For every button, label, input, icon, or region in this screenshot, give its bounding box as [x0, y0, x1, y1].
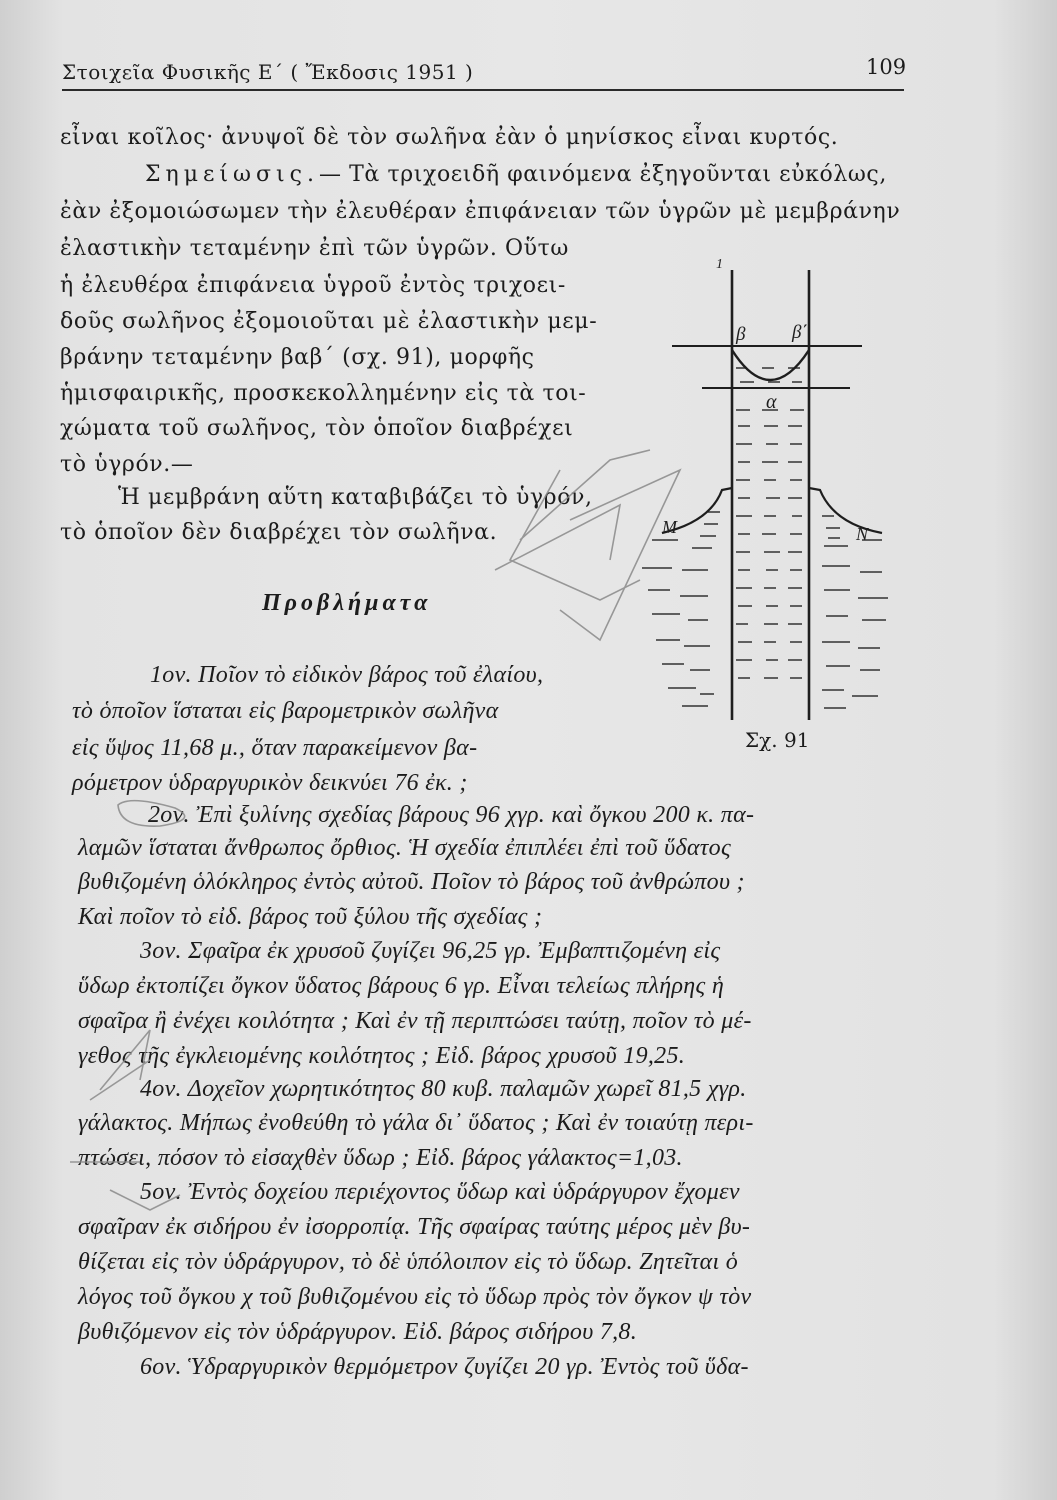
running-header: Στοιχεῖα Φυσικῆς Ε΄ ( Ἔκδοσις 1951 ) [62, 60, 474, 84]
problem-line: θίζεται εἰς τὸν ὑδράργυρον, τὸ δὲ ὑπόλοιπον εἰς τὸ ὕδωρ. Ζητεῖται ὁ [78, 1249, 739, 1275]
capillary-tube-figure [612, 250, 902, 730]
problem-line: γεθος τῆς ἐγκλειομένης κοιλότητος ; Εἰδ. βάρος χρυσοῦ 19,25. [78, 1043, 686, 1069]
body-line: τὸ ὑγρόν.— [60, 452, 194, 477]
figure-label-alpha: α [766, 391, 777, 413]
problem-line: 6ον. Ὑδραργυρικὸν θερμόμετρον ζυγίζει 20 γρ. Ἐντὸς τοῦ ὕδα- [140, 1354, 749, 1380]
problem-line: 3ον. Σφαῖρα ἐκ χρυσοῦ ζυγίζει 96,25 γρ. Ἐμβαπτιζομένη εἰς [140, 938, 721, 964]
note-paragraph [145, 160, 887, 190]
body-line: τὸ ὁποῖον δὲν διαβρέχει τὸν σωλῆνα. [60, 520, 498, 545]
problem-line: βυθιζομένη ὁλόκληρος ἐντὸς αὐτοῦ. Ποῖον τὸ βάρος τοῦ ἀνθρώπου ; [78, 869, 745, 895]
body-line: — Τὰ τριχοειδῆ φαινόμενα ἐξηγοῦνται εὐκόλως, [318, 162, 887, 187]
body-line: ἡμισφαιρικῆς, προσκεκολλημένην εἰς τὰ τοι- [60, 381, 587, 406]
figure-label-m: Μ [662, 517, 677, 537]
figure-label-n: Ν [856, 524, 869, 544]
figure-label-beta-left: β [736, 324, 746, 345]
body-line: χώματα τοῦ σωλῆνος, τὸν ὁποῖον διαβρέχει [60, 416, 574, 441]
problem-line: πτώσει, πόσον τὸ εἰσαχθὲν ὕδωρ ; Εἰδ. βάρος γάλακτος=1,03. [78, 1145, 683, 1171]
problem-line: βυθιζόμενον εἰς τὸν ὑδράργυρον. Εἰδ. βάρος σιδήρου 7,8. [78, 1319, 638, 1345]
body-line: ἐλαστικὴν τεταμένην ἐπὶ τῶν ὑγρῶν. Οὕτω [60, 236, 569, 261]
problem-line: ρόμετρον ὑδραργυρικὸν δεικνύει 76 ἐκ. ; [72, 770, 468, 796]
liquid-hatching [642, 368, 888, 708]
outer-surface [662, 488, 882, 533]
note-word: Σημείωσις. [145, 162, 319, 187]
header-rule [62, 89, 904, 91]
problem-line: Καὶ ποῖον τὸ εἰδ. βάρος τοῦ ξύλου τῆς σχεδίας ; [78, 904, 543, 930]
body-line: εἶναι κοῖλος· ἀνυψοῖ δὲ τὸν σωλῆνα ἐὰν ὁ μηνίσκος εἶναι κυρτός. [60, 125, 839, 150]
body-line: βράνην τεταμένην βαβ΄ (σχ. 91), μορφῆς [60, 345, 535, 370]
figure-label-top: 1 [716, 257, 723, 272]
reference-lines [672, 346, 862, 388]
problem-line: σφαῖρα ἢ ἐνέχει κοιλότητα ; Καὶ ἐν τῇ περιπτώσει ταύτῃ, ποῖον τὸ μέ- [78, 1008, 752, 1034]
body-line: Ἡ μεμβράνη αὕτη καταβιβάζει τὸ ὑγρόν, [118, 485, 593, 510]
problem-line: εἰς ὕψος 11,68 μ., ὅταν παρακείμενον βα- [72, 735, 478, 761]
section-heading: Προβλήματα [262, 590, 432, 616]
problem-line: τὸ ὁποῖον ἵσταται εἰς βαρομετρικὸν σωλῆνα [72, 698, 499, 724]
body-line: δοῦς σωλῆνος ἐξομοιοῦται μὲ ἐλαστικὴν μεμ- [60, 309, 598, 334]
meniscus [732, 350, 809, 380]
page-number: 109 [866, 55, 907, 79]
problem-line: λόγος τοῦ ὄγκου χ τοῦ βυθιζομένου εἰς τὸ ὕδωρ πρὸς τὸν ὄγκον ψ τὸν [78, 1284, 752, 1310]
problem-line: λαμῶν ἵσταται ἄνθρωπος ὄρθιος. Ἡ σχεδία ἐπιπλέει ἐπὶ τοῦ ὕδατος [78, 835, 732, 861]
problem-line: 5ον. Ἐντὸς δοχείου περιέχοντος ὕδωρ καὶ ὑδράργυρον ἔχομεν [140, 1179, 740, 1205]
body-line: ἐὰν ἐξομοιώσωμεν τὴν ἐλευθέραν ἐπιφάνειαν τῶν ὑγρῶν μὲ μεμβράνην [60, 199, 901, 224]
problem-line: σφαῖραν ἐκ σιδήρου ἐν ἰσορροπίᾳ. Τῆς σφαίρας ταύτης μέρος μὲν βυ- [78, 1214, 751, 1240]
problem-line: 1ον. Ποῖον τὸ εἰδικὸν βάρος τοῦ ἐλαίου, [150, 662, 544, 688]
problem-line: γάλακτος. Μήπως ἐνοθεύθη τὸ γάλα δι᾿ ὕδατος ; Καὶ ἐν τοιαύτῃ περι- [78, 1110, 754, 1136]
body-line: ἡ ἐλευθέρα ἐπιφάνεια ὑγροῦ ἐντὸς τριχοει- [60, 273, 566, 298]
problem-line: 2ον. Ἐπὶ ξυλίνης σχεδίας βάρους 96 χγρ. καὶ ὄγκου 200 κ. πα- [148, 802, 755, 828]
figure-label-beta-right: β΄ [792, 322, 808, 343]
problem-line: ὕδωρ ἐκτοπίζει ὄγκον ὕδατος βάρους 6 γρ. Εἶναι τελείως πλήρης ἡ [78, 973, 725, 999]
figure-caption: Σχ. 91 [745, 728, 810, 752]
problem-line: 4ον. Δοχεῖον χωρητικότητος 80 κυβ. παλαμῶν χωρεῖ 81,5 χγρ. [140, 1076, 747, 1102]
